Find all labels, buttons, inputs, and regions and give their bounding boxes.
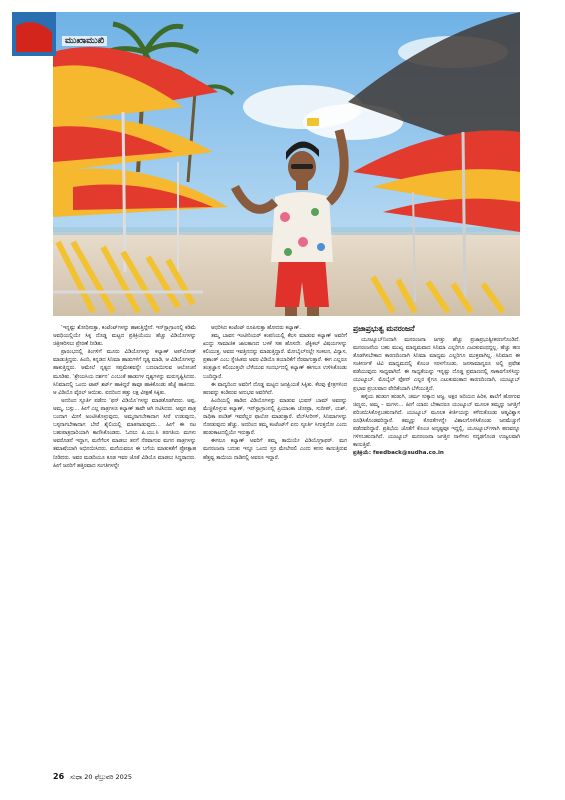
paragraph: ಯೂಟ್ಯೂಬ್‌ನಿಂದಾಗಿ ಮನರಂಜನಾ ಜಗತ್ತು ಹೆಚ್ಚು ಪ್ರಜಾಪ್ರಭುತ್ವೀಕರಣಗೊಂಡಿದೆ. ಮನರಂಜನೆಯ ಬಹು ಮುಖ್ಯ ಮಾಧ್ಯಮವಾದ ಸಿನಿಮಾ ಎಲ್ಲರಿಗೂ ಎಟುಕುವಂಥದ್ದಲ್ಲ. ಹೆಚ್ಚು ಹಣ ತೊಡಗಿಸಬೇಕಾದ ಕಾರಣದಿಂದಾಗಿ ಸಿನಿಮಾ ಮಾಧ್ಯಮ ಎಲ್ಲರಿಗೂ ಮುಕ್ತವಾಗಿಲ್ಲ. ಸಿನಿಮಾದ ಈ ಸಂಕೀರ್ಣತೆ ಟಿವಿ ಮಾಧ್ಯಮದಲ್ಲಿ ಕೊಂಚ ಸರಳಗೊಂಡು, ಜನಸಾಮಾನ್ಯರೂ ಅಲ್ಲಿ ಪ್ರವೇಶ ಪಡೆಯುವುದು ಸಾಧ್ಯವಾಗಿದೆ. ಈ ಸಾಧ್ಯತೆಯನ್ನು ಇನ್ನಷ್ಟು ದೊಡ್ಡ ಪ್ರಮಾಣದಲ್ಲಿ ಸಾಕಾರಗೊಳಿಸಿದ್ದು ಯುಟ್ಯೂಬ್. ಮೊಬೈಲ್ ಫೋನ್ ಎಲ್ಲರ ಕೈಗೂ ಎಟುಕುವಂತಾದ ಕಾರಣದಿಂದಾಗಿ, ಯುಟ್ಯೂಬ್ ಪ್ರಭಾವ ಪ್ರಬಲವಾದ ವೇದಿಕೆಯಾಗಿ ಬೆಳೆಯುತ್ತಿದೆ. [353,337,520,392]
article-column-2 [203,324,347,462]
feedback-email: ಪ್ರತಿಕ್ರಿಯೆ: feedback@sudha.co.in [353,450,444,457]
page-footer [53,772,132,782]
issue-date: ಸುಧಾ 20 ಫೆಬ್ರುವರಿ 2025 [70,773,133,781]
paragraph: ಅದರಿಂದ ಸ್ಫೂರ್ತಿ ಪಡೆದು ‘ಫನ್ ವಿಡಿಯೊ’ಗಳನ್ನು ಮಾಡತೊಡಗಿದರು. ಅಪ್ಪ, ಅಮ್ಮ, ಬಸ್ಸು... ಹೀಗೆ ಎಲ್ಲ ಪಾತ್ರಗಳೂ ಕಲ್ಯಾಣ್ ತಾವೇ ಆಗಿ ನಟಿಸಿದರು. ಅಪ್ಪನ ಪಾತ್ರ ಬಂದಾಗ ಮೀಸೆ ಅಂಟಿಸಿಕೊಳ್ಳುವುದು, ಅಮ್ಮನಾಗಬೇಕಾದಾಗ ಸೀರೆ ಉಡುವುದು, ಬಸ್ಸನಾಗಬೇಕಾದಾಗ ಬೇರೆ ಶೈಲಿಯಲ್ಲಿ ಮಾತನಾಡುವುದು... ಹೀಗೆ ಈ ನಟ ಬಹುಪಾತ್ರಧಾರಿಯಾಗಿ ಕಾಣಿಸಿಕೊಂಡರು. ಓದಲು ಪಿ.ಯು.ಸಿ ತರಗತಿಯ ಮಗಳು ಅವರೊಡನೆ ಇದ್ದಾಗ, ಮನೆಗೆಲಸ ಮಾಡಲು ತನಗೆ ನೆರವಾಗುವ ಮಗನ ಪಾತ್ರಗಳನ್ನು ತಮಾಷೆಯಾಗಿ ಅಭಿನಯಿಸಿದರು. ಮನೆಯವರೂ ಈ ಬಗೆಯ ಮಾತುಕತೆಗೆ ಪ್ರೋತ್ಸಾಹ ನೀಡಿದರು. ಅವರ ಮಡದಿಯೂ ಕೂಡ ಇವರ ಜೊತೆ ವಿಡಿಯೊ ಮಾಡಲು ಸಿದ್ಧರಾದರು. ಹೀಗೆ ಜನರಿಗೆ ಹತ್ತಿರವಾದ ಸಂಗತಿಗಳನ್ನೇ [53,397,196,469]
paragraph: ಈ ವಾದ್ಯದಿಂದ ಅವರಿಗೆ ದೊಡ್ಡ ಮಟ್ಟದ ಜನಪ್ರಿಯತೆ ಸಿಕ್ಕಿತು. ಕೆಲವು ಕ್ಷೇತ್ರಗಳಿಂದ ಹಣವನ್ನು ಕಂಡಿರುವ ಅನುಭವ ಅವರಿಗಿದೆ. [203,381,347,396]
paragraph: ಈಗಲೂ ಕಲ್ಯಾಣ್ ಅವರಿಗೆ ತಮ್ಮ ತಾಯಿಯೇ ವಿಡಿಯೊಗ್ರಾಫರ್. ಮಗ ಮನರಂಜನಾ ಬದುಕು ಇನ್ನೂ ಒಂದು ಸ್ತರ ಮೇಲೇರಲಿ ಎಂದು ಕನಸು ಕಾಣುತ್ತಿರುವ ಹೆತ್ತವ್ವ ತಾಯಿಯ ನಾಡಿನಲ್ಲಿ ಅವರೂ ಇದ್ದಾರೆ. [203,438,347,461]
paragraph: ಹಳ್ಳಿಯ ಹುಡುಗ ಹುಡುಗಿ, ಚರ್ಮ ಸುಕ್ಕಾದ ಅಜ್ಜ, ಅಕ್ಷರ ಅರಿಯದ ಹಿರಿಕ, ಶಾಲೆಗೆ ಹೋಗುವ ಚಿಣ್ಣರು, ಅಮ್ಮ – ಮಗಳು... ಹೀಗೆ ಯಾರು ಬೇಕಾದರೂ ಯುಟ್ಯೂಬ್ ಮೂಲಕ ತಮ್ಮನ್ನು ಜಗತ್ತಿಗೆ ಪರಿಚಯಿಸಿಕೊಳ್ಳಬಹುದಾಗಿದೆ. ಯುಟ್ಯೂಬ್ ಮೂಲಕ ಕೀರ್ತಿಯನ್ನು ಕಳೆದುಕೊಂಡು ಆತ್ಮವಿಶ್ವಾಸ ರೂಢಿಸಿಕೊಂಡವರಿದ್ದಾರೆ. ತಮ್ಮನ್ನು ಕೊರತೆಗಳನ್ನೇ ವಿಶಾಲಗೊಳಿಸಿಕೊಂಡು ಜನಮೆಚ್ಚುಗೆ ಪಡೆದವರಿದ್ದಾರೆ. ಪ್ರತಿಭೆಯ ಜೊತೆಗೆ ಕೊಂಚ ಅದೃಷ್ಟವೂ ಇದ್ದಲ್ಲಿ, ಯೂಟ್ಯೂಬ್‌ಗಳಾಗಿ ಹಣವನ್ನೂ ಗಳಿಸಬಹುದಾಗಿದೆ. ಯುಟ್ಯೂಬ್ ಮನರಂಜನಾ ಜಗತ್ತಿನ ನಾಳೆಗಳು ಸದೃಢಗೊಂಡ ಉಜ್ವಲವಾಗಿ ಕಾಣುತ್ತಿವೆ. [353,393,520,449]
section-logo [12,12,56,56]
paragraph: ಪ್ರಾರಂಭದಲ್ಲಿ ತಿಂಗಳಿಗೆ ಮೂರು ವಿಡಿಯೊಗಳನ್ನು ಕಲ್ಯಾಣ್ ಅಪ್‌ಲೋಡ್ ಮಾಡುತ್ತಿದ್ದರು. ಹಿಂದಿ, ಕನ್ನಡದ ಸಿನಿಮಾ ಹಾಡುಗಳಿಗೆ ನೃತ್ಯ ಮಾಡಿ, ಆ ವಿಡಿಯೊಗಳನ್ನು ಹಾಕುತ್ತಿದ್ದರು. ಆಮೇಲೆ ನೃತ್ಯದ ಸಪ್ತಮೇಶವನ್ನೇ ಬದಲಾಯಿಸುವ ಆಲೋಚನೆ ಮೂಡಿತು. ‘ಶ್ರೇಯಸಿಯ ದರ್ಶನ’ ಎಂಬಂತೆ ಹಾಡುಗಳ ದೃಶ್ಯಗಳನ್ನು ಮರುಸೃಷ್ಟಿಸಿದರು. ಸಿನಿಮಾದಲ್ಲಿ ಒಂದು ಟಾಪ್ ಶರ್ಟ್ ಹಾಕಿದ್ದರೆ ತಾವೂ ಹಾಕಿಕೊಂಡು ಹೆಜ್ಜೆ ಹಾಕಿದರು. ಆ ವಿಡಿಯೊ ವೈರಲ್ ಆಯಿತು. ಐದರಿಂದ ಹತ್ತು ಲಕ್ಷ ವೀಕ್ಷಣೆ ಸಿಕ್ಕಿತು. [53,349,196,396]
paragraph: ‘ಇನ್ನಷ್ಟು ಶೋಧಿಸುತ್ತಾ, ಕಂಟೆಂಟ್‌ಗಳನ್ನು ಹಾಕುತ್ತಿದ್ದೇನೆ. ಇನ್‌ಸ್ಟಾಗ್ರಾಂನಲ್ಲಿ ಕಡಿಮೆ ಅವಧಿಯಲ್ಲಿಯೇ ಸಿಕ್ಕ ದೊಡ್ಡ ಮಟ್ಟದ ಪ್ರತಿಕ್ರಿಯೆಯು ಹೆಚ್ಚು ವಿಡಿಯೊಗಳನ್ನು ಚಿತ್ರೀಕರಿಸಲು ಪ್ರೇರಣೆ ನೀಡಿತು. [53,325,196,348]
paragraph: ಹಿಂದಿಯಲ್ಲಿ ಹಾಡಿದ ವಿಡಿಯೊಗಳನ್ನು ಮಾಡುವ ಭುವನ್ ಬಾಮ್ ಅವರನ್ನು ಮೆಚ್ಚಿಕೊಳ್ಳುವ ಕಲ್ಯಾಣ್, ಇನ್‌ಸ್ಟಾಗ್ರಾಂನಲ್ಲಿ ಪ್ರಿಯಾಂಕಾ ಚೋಪ್ರಾ, ಸುದೀಪ್, ಯಶ್, ರಾಧಿಕಾ ಪಂಡಿತ್ ಇವರೆಲ್ಲರ ಫಾಲೋ ಮಾಡುತ್ತಾರೆ. ವೆಬ್‌ಸೀರೀಸ್, ಸಿನಿಮಾಗಳನ್ನು ನೋಡುವುದು ಹೆಚ್ಚು. ಅದರಿಂದ ತಮ್ಮ ಕಂಟೆಂಟ್‌ಗೆ ಏನು ಸ್ಫೂರ್ತಿ ಸಿಗುತ್ತದೋ ಎಂದು ಹುಡುಕಾಟದಲ್ಲಿಯೇ ಇರುತ್ತಾರೆ. [203,397,347,437]
paragraph: ಆಧರಿಸಿದ ಕಂಟೆಂಟ್ ರೂಪಿಸುತ್ತಾ ಹೋದರು ಕಲ್ಯಾಣ್. [211,325,301,331]
page-number: 26 [53,772,65,781]
article-column-1 [53,324,196,470]
article-photo [53,12,520,316]
paragraph: ತಮ್ಮ ಬಾವನ ಇಂಟೀರಿಯರ್ ಕಂಪನಿಯಲ್ಲಿ ಕೆಲಸ ಮಾಡುವ ಕಲ್ಯಾಣ್ ಅವರಿಗೆ ಖುದ್ದು ಸಾಮಾಜಿಕ ಜಾಲತಾಣದ ಬಳಕೆ ಸಹ ಹೊಸದೇ. ಟೆಕ್ನಿಕಲ್ ವಿಷಯಗಳನ್ನು ಕಲಿಯುತ್ತ, ಅವರು ಇವತ್ತಿನದನ್ನು ಮಾಡುತ್ತಿದ್ದಾರೆ. ಮೋಬೈಲ್‌ನಲ್ಲೇ ಸಂಕಲನ, ವಿನ್ಯಾಸ, ಪ್ರಶಾಂತ್ ಎಂಬ ಸ್ನೇಹಿತರು ಅವರ ವಿಡಿಯೊ ತಯಾರಿಕೆಗೆ ನೆರವಾಗುತ್ತಾರೆ. ಈಗ ಎಲ್ಲರೂ ತಂತ್ರಜ್ಞಾನ ಕಲಿಯುತ್ತಲೇ ಬೆಳೆಯುವ ಸಂದರ್ಭದಲ್ಲಿ ಕಲ್ಯಾಣ್ ಈಗಲೂ ಉಳಿಸಿಕೊಂಡು ಬಂದಿದ್ದಾರೆ. [203,333,347,380]
article-column-3 [353,324,520,457]
section-name: ಮುಖಾಮುಖಿ [62,36,107,46]
subheading: ಪ್ರಜಾಪ್ರಭುತ್ವ ಮನರಂಜನೆ [353,324,415,333]
